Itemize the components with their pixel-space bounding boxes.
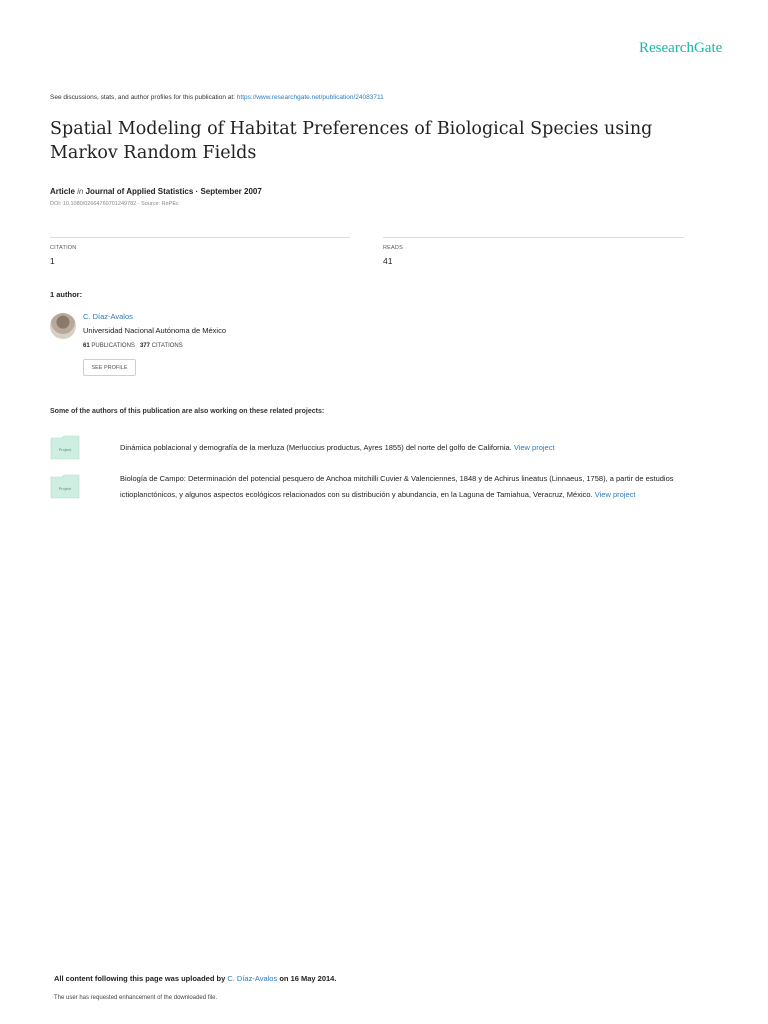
publication-meta [50, 187, 262, 196]
author-avatar[interactable] [50, 313, 76, 339]
related-projects-heading: Some of the authors of this publication are also working on these related projects: [50, 408, 325, 415]
upload-prefix: All content following this page was uploaded by [54, 974, 228, 983]
project-icon-label: Project [58, 486, 72, 491]
reads-count: 41 [383, 256, 393, 266]
upload-note [54, 974, 336, 983]
publication-title: Spatial Modeling of Habitat Preferences of Biological Species using Markov Random Fields [50, 119, 653, 163]
authors-heading: 1 author: [50, 290, 83, 299]
author-publications-label: PUBLICATIONS [91, 343, 135, 349]
view-project-link[interactable]: View project [513, 443, 555, 452]
uploader-link[interactable]: C. Díaz-Avalos [227, 974, 278, 983]
doi-line: DOI: 10.1080/02664760701249782 · Source: RePEc [50, 201, 179, 207]
author-citations-label: CITATIONS [151, 343, 183, 349]
see-profile-button[interactable]: SEE PROFILE [83, 359, 136, 376]
journal-name[interactable]: Journal of Applied Statistics · September 2007 [85, 187, 262, 196]
enhancement-note: The user has requested enhancement of the downloaded file. [54, 995, 218, 1001]
citation-label: CITATION [50, 245, 77, 251]
author-stats [83, 343, 183, 349]
author-citations-count: 377 [139, 343, 150, 349]
project-item [120, 471, 700, 502]
project-description: Dinámica poblacional y demografía de la merluza (Merluccius productus, Ayres 1855) del norte del golfo de California. [120, 443, 512, 452]
project-icon-label: Project [58, 447, 72, 452]
upload-suffix: on 16 May 2014. [277, 974, 337, 983]
project-icon[interactable] [50, 474, 80, 504]
researchgate-logo[interactable]: ResearchGate [639, 40, 723, 56]
author-name-link[interactable]: C. Díaz-Avalos [83, 312, 133, 321]
publication-type: Article [50, 187, 75, 196]
reads-label: READS [383, 245, 403, 251]
view-project-link[interactable]: View project [594, 489, 636, 499]
publication-url-link[interactable]: https://www.researchgate.net/publication/24083711 [236, 94, 384, 101]
citation-divider [50, 237, 350, 238]
project-item [120, 440, 700, 456]
project-folder-icon [50, 435, 80, 460]
in-word: in [77, 187, 84, 196]
project-icon[interactable] [50, 435, 80, 465]
project-folder-icon [50, 474, 80, 499]
reads-divider [383, 237, 684, 238]
citation-count: 1 [50, 256, 55, 266]
project-description: Biología de Campo: Determinación del potencial pesquero de Anchoa mitchilli Cuvier & Valenciennes, 1848 y de Achirus lineatus (Linnaeus, 1758), a partir de estudios ictioplanctónicos, y algunos aspectos ecológicos relacionados con su distribución y abundancia, en la Laguna de Tamiahua, Veracruz, México. [120, 474, 674, 499]
discussion-line [50, 94, 384, 101]
author-publications-count: 61 [83, 343, 90, 349]
discussion-prefix: See discussions, stats, and author profiles for this publication at: [50, 94, 237, 101]
author-institution: Universidad Nacional Autónoma de México [83, 326, 226, 335]
